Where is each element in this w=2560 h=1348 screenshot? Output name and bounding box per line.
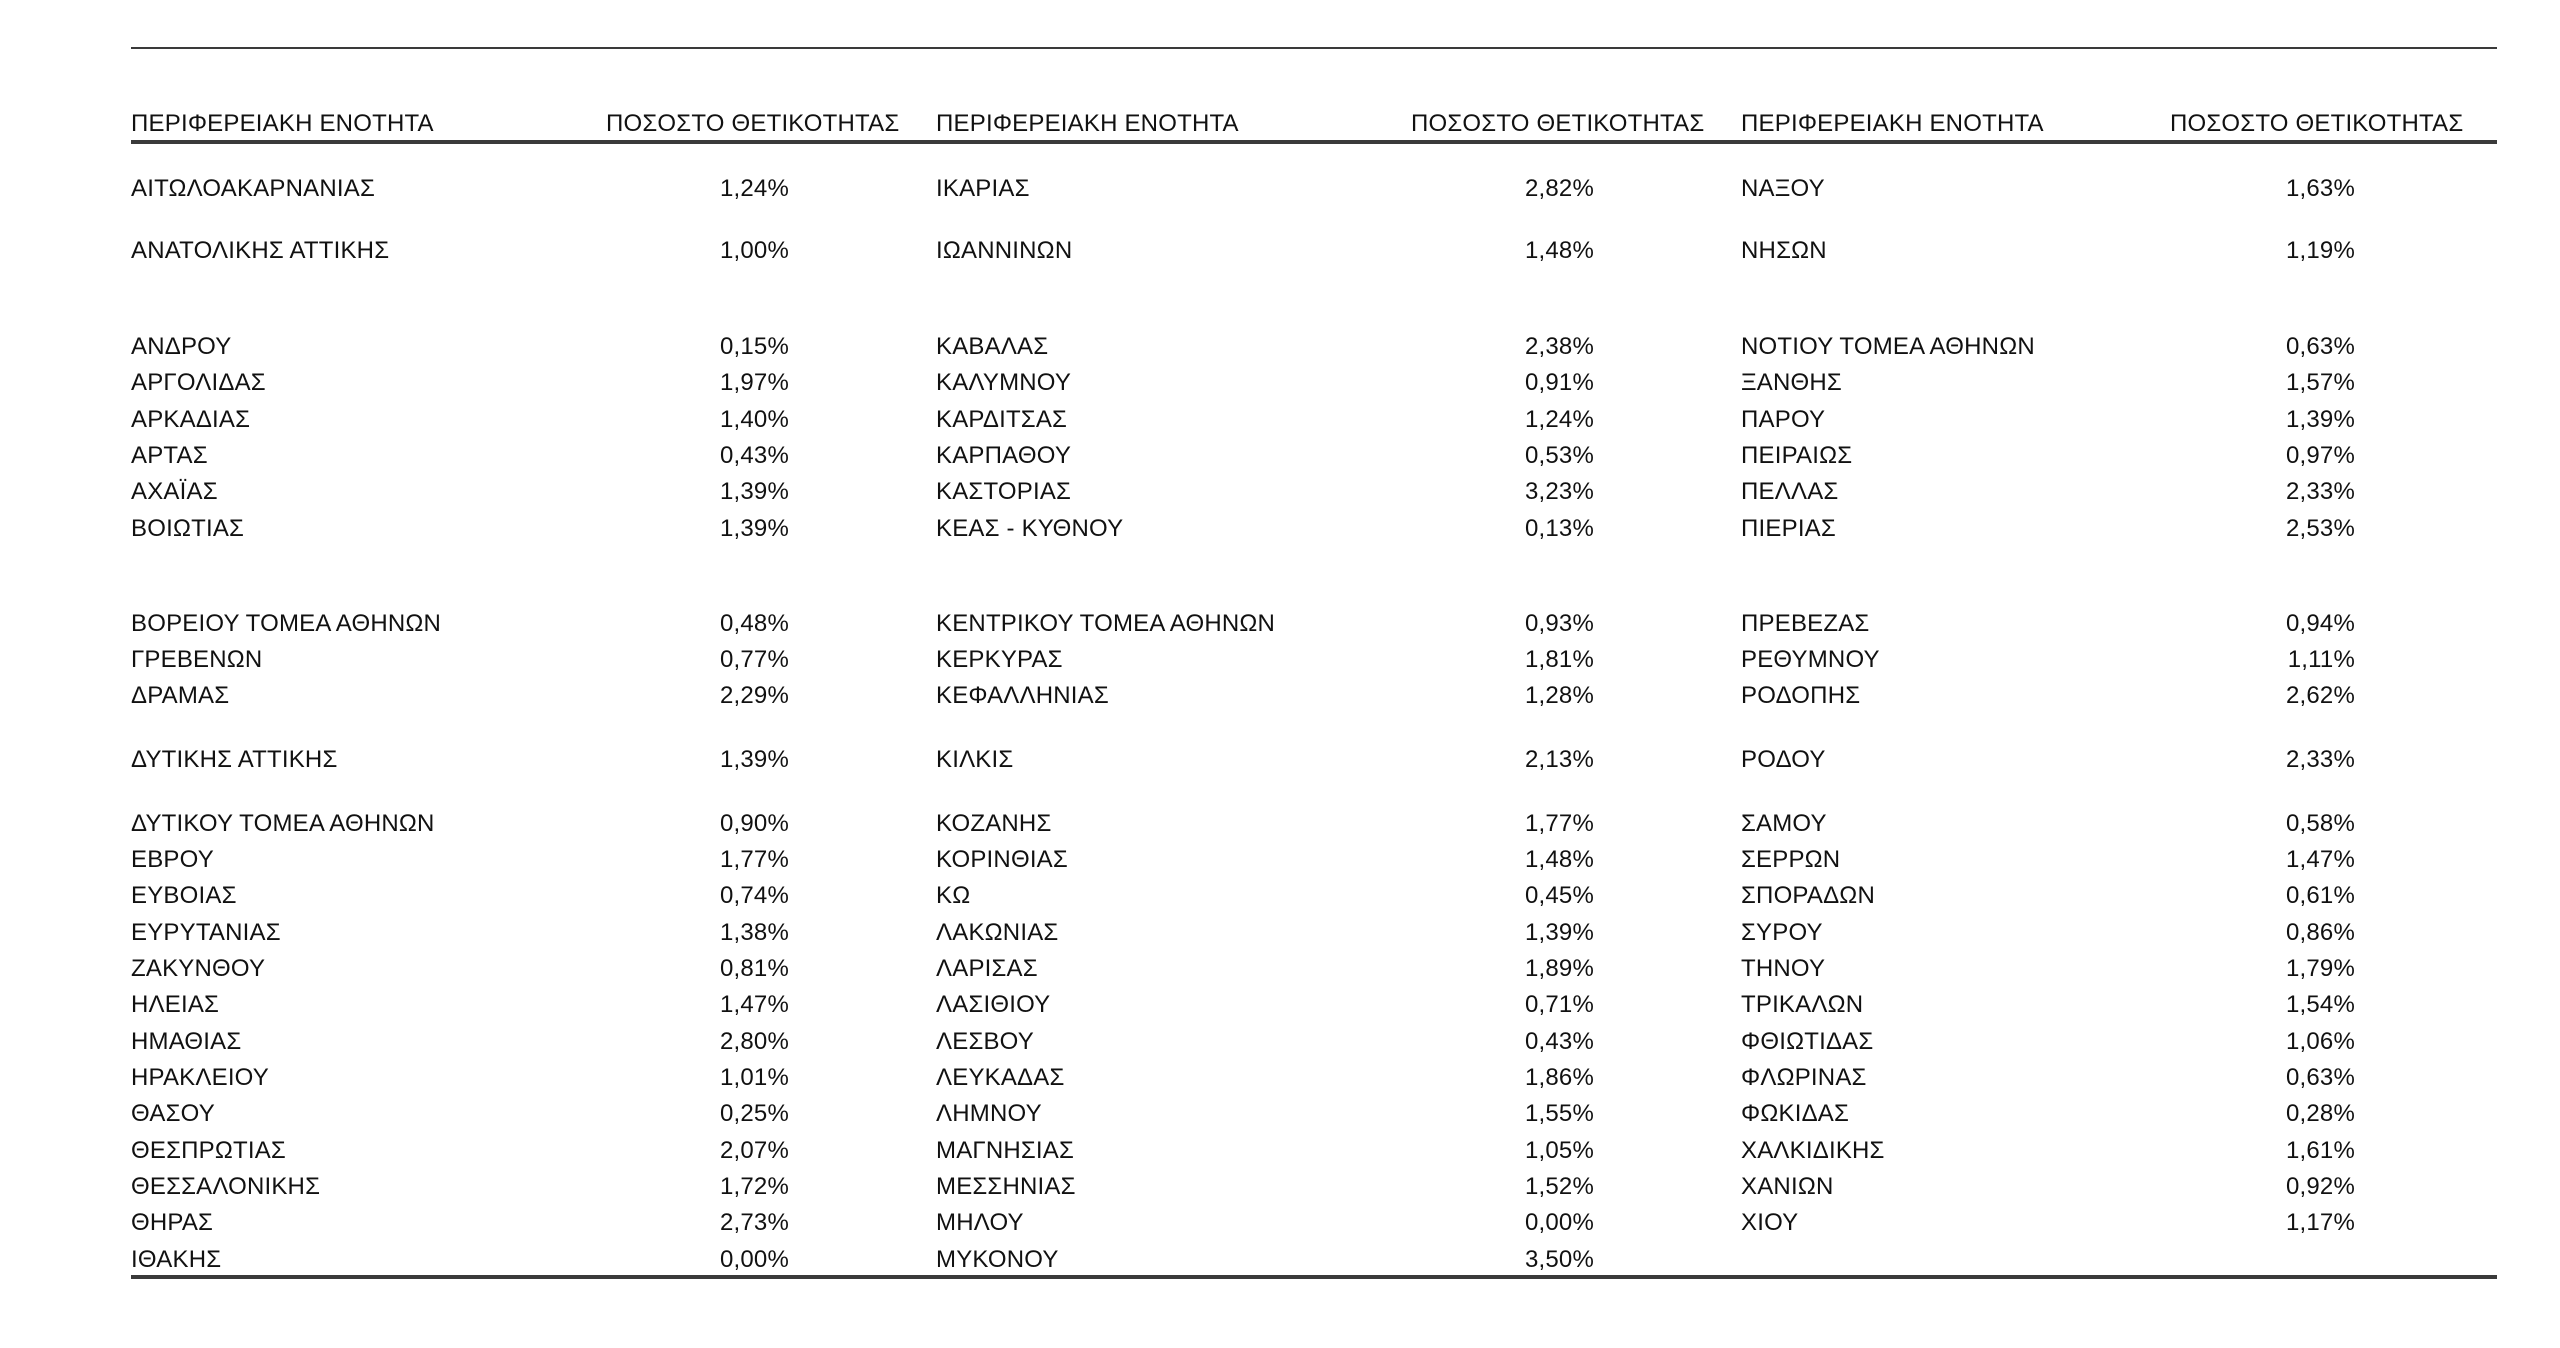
positivity-rate: 0,00% <box>1524 1209 1594 1236</box>
positivity-rate: 1,48% <box>1524 846 1594 873</box>
region-name: ΣΥΡΟΥ <box>1741 919 1823 946</box>
region-name: ΑΝΑΤΟΛΙΚΗΣ ΑΤΤΙΚΗΣ <box>131 237 390 264</box>
positivity-rate: 1,00% <box>719 237 789 264</box>
positivity-rate: 1,19% <box>2285 237 2355 264</box>
region-name: ΛΗΜΝΟΥ <box>936 1100 1042 1127</box>
region-name: ΔΡΑΜΑΣ <box>131 682 230 709</box>
positivity-rate: 1,24% <box>719 175 789 202</box>
region-name: ΛΕΥΚΑΔΑΣ <box>936 1064 1065 1091</box>
region-name: ΣΑΜΟΥ <box>1741 810 1827 837</box>
region-name: ΛΑΡΙΣΑΣ <box>936 955 1038 982</box>
region-name: ΑΝΔΡΟΥ <box>131 333 232 360</box>
region-name: ΙΩΑΝΝΙΝΩΝ <box>936 237 1073 264</box>
positivity-rate: 2,07% <box>719 1137 789 1164</box>
positivity-rate: 1,72% <box>719 1173 789 1200</box>
positivity-rate: 2,29% <box>719 682 789 709</box>
positivity-rate: 0,94% <box>2285 610 2355 637</box>
region-name: ΧΙΟΥ <box>1741 1209 1799 1236</box>
region-name: ΛΑΚΩΝΙΑΣ <box>936 919 1059 946</box>
positivity-rate: 1,81% <box>1524 646 1594 673</box>
region-name: ΜΕΣΣΗΝΙΑΣ <box>936 1173 1076 1200</box>
positivity-rate: 3,23% <box>1524 478 1594 505</box>
positivity-rate: 1,01% <box>719 1064 789 1091</box>
region-name: ΕΥΡΥΤΑΝΙΑΣ <box>131 919 281 946</box>
positivity-rate: 0,92% <box>2285 1173 2355 1200</box>
positivity-rate: 1,39% <box>719 478 789 505</box>
region-name: ΚΑΣΤΟΡΙΑΣ <box>936 478 1072 505</box>
positivity-rate: 2,62% <box>2285 682 2355 709</box>
region-name: ΑΡΓΟΛΙΔΑΣ <box>131 369 266 396</box>
region-name: ΑΧΑΪΑΣ <box>131 478 218 505</box>
positivity-rate: 1,24% <box>1524 406 1594 433</box>
region-name: ΧΑΝΙΩΝ <box>1741 1173 1834 1200</box>
region-name: ΑΡΚΑΔΙΑΣ <box>131 406 251 433</box>
region-name: ΔΥΤΙΚΟΥ ΤΟΜΕΑ ΑΘΗΝΩΝ <box>131 810 435 837</box>
region-name: ΣΕΡΡΩΝ <box>1741 846 1841 873</box>
positivity-rate: 0,53% <box>1524 442 1594 469</box>
region-name: ΤΡΙΚΑΛΩΝ <box>1741 991 1864 1018</box>
header-rule <box>131 140 2497 144</box>
positivity-rate: 1,11% <box>2287 646 2355 673</box>
region-name: ΙΘΑΚΗΣ <box>131 1246 222 1273</box>
positivity-rate: 2,33% <box>2285 478 2355 505</box>
positivity-rate: 1,48% <box>1524 237 1594 264</box>
region-name: ΗΜΑΘΙΑΣ <box>131 1028 242 1055</box>
region-name: ΙΚΑΡΙΑΣ <box>936 175 1030 202</box>
region-name: ΚΟΖΑΝΗΣ <box>936 810 1052 837</box>
region-name: ΒΟΡΕΙΟΥ ΤΟΜΕΑ ΑΘΗΝΩΝ <box>131 610 442 637</box>
positivity-rate: 0,15% <box>719 333 789 360</box>
region-name: ΒΟΙΩΤΙΑΣ <box>131 515 245 542</box>
positivity-rate: 1,52% <box>1524 1173 1594 1200</box>
col3-rate-header: ΠΟΣΟΣΤΟ ΘΕΤΙΚΟΤΗΤΑΣ <box>2170 110 2464 137</box>
positivity-rate: 0,63% <box>2285 1064 2355 1091</box>
region-name: ΚΑΛΥΜΝΟΥ <box>936 369 1072 396</box>
positivity-rate: 1,40% <box>719 406 789 433</box>
region-name: ΤΗΝΟΥ <box>1741 955 1826 982</box>
positivity-rate: 0,71% <box>1524 991 1594 1018</box>
region-name: ΡΟΔΟΥ <box>1741 746 1826 773</box>
region-name: ΚΕΦΑΛΛΗΝΙΑΣ <box>936 682 1109 709</box>
region-name: ΚΟΡΙΝΘΙΑΣ <box>936 846 1068 873</box>
positivity-rate: 1,55% <box>1524 1100 1594 1127</box>
positivity-rate: 0,86% <box>2285 919 2355 946</box>
positivity-rate: 2,53% <box>2285 515 2355 542</box>
region-name: ΑΙΤΩΛΟΑΚΑΡΝΑΝΙΑΣ <box>131 175 376 202</box>
positivity-rate: 2,38% <box>1524 333 1594 360</box>
positivity-rate: 2,13% <box>1524 746 1594 773</box>
positivity-rate: 0,91% <box>1524 369 1594 396</box>
region-name: ΚΩ <box>936 882 971 909</box>
region-name: ΠΕΛΛΑΣ <box>1741 478 1839 505</box>
positivity-rate: 2,80% <box>719 1028 789 1055</box>
region-name: ΛΕΣΒΟΥ <box>936 1028 1034 1055</box>
positivity-rate: 1,61% <box>2285 1137 2355 1164</box>
region-name: ΜΗΛΟΥ <box>936 1209 1024 1236</box>
positivity-rate: 1,39% <box>1524 919 1594 946</box>
positivity-rate: 1,17% <box>2285 1209 2355 1236</box>
positivity-rate: 1,38% <box>719 919 789 946</box>
positivity-rate: 0,28% <box>2285 1100 2355 1127</box>
positivity-rate: 0,90% <box>719 810 789 837</box>
region-name: ΚΑΡΠΑΘΟΥ <box>936 442 1072 469</box>
positivity-rate: 0,97% <box>2285 442 2355 469</box>
positivity-rate: 0,43% <box>719 442 789 469</box>
positivity-rate: 0,93% <box>1524 610 1594 637</box>
positivity-rate: 1,89% <box>1524 955 1594 982</box>
positivity-rate: 1,77% <box>1524 810 1594 837</box>
region-name: ΚΕΑΣ - ΚΥΘΝΟΥ <box>936 515 1124 542</box>
positivity-rate: 1,57% <box>2285 369 2355 396</box>
region-name: ΘΑΣΟΥ <box>131 1100 215 1127</box>
positivity-rate: 0,81% <box>719 955 789 982</box>
positivity-rate: 0,25% <box>719 1100 789 1127</box>
positivity-rate: 2,73% <box>719 1209 789 1236</box>
region-name: ΜΥΚΟΝΟΥ <box>936 1246 1059 1273</box>
positivity-rate: 2,82% <box>1524 175 1594 202</box>
positivity-rate: 1,28% <box>1524 682 1594 709</box>
positivity-rate: 2,33% <box>2285 746 2355 773</box>
positivity-rate: 1,05% <box>1524 1137 1594 1164</box>
positivity-rate: 1,47% <box>2285 846 2355 873</box>
region-name: ΡΕΘΥΜΝΟΥ <box>1741 646 1880 673</box>
col3-region-header: ΠΕΡΙΦΕΡΕΙΑΚΗ ΕΝΟΤΗΤΑ <box>1741 110 2044 137</box>
region-name: ΘΕΣΠΡΩΤΙΑΣ <box>131 1137 286 1164</box>
region-name: ΑΡΤΑΣ <box>131 442 208 469</box>
col2-region-header: ΠΕΡΙΦΕΡΕΙΑΚΗ ΕΝΟΤΗΤΑ <box>936 110 1239 137</box>
region-name: ΞΑΝΘΗΣ <box>1741 369 1842 396</box>
positivity-rate: 0,43% <box>1524 1028 1594 1055</box>
region-name: ΝΟΤΙΟΥ ΤΟΜΕΑ ΑΘΗΝΩΝ <box>1741 333 2035 360</box>
region-name: ΣΠΟΡΑΔΩΝ <box>1741 882 1875 909</box>
positivity-rate: 0,00% <box>719 1246 789 1273</box>
positivity-rate: 0,61% <box>2285 882 2355 909</box>
region-name: ΚΕΝΤΡΙΚΟΥ ΤΟΜΕΑ ΑΘΗΝΩΝ <box>936 610 1276 637</box>
col1-region-header: ΠΕΡΙΦΕΡΕΙΑΚΗ ΕΝΟΤΗΤΑ <box>131 110 434 137</box>
region-name: ΦΛΩΡΙΝΑΣ <box>1741 1064 1867 1091</box>
positivity-rate: 0,13% <box>1524 515 1594 542</box>
region-name: ΧΑΛΚΙΔΙΚΗΣ <box>1741 1137 1885 1164</box>
region-name: ΘΕΣΣΑΛΟΝΙΚΗΣ <box>131 1173 321 1200</box>
positivity-rate: 0,45% <box>1524 882 1594 909</box>
positivity-rate: 1,39% <box>719 515 789 542</box>
positivity-rate: 0,63% <box>2285 333 2355 360</box>
region-name: ΖΑΚΥΝΘΟΥ <box>131 955 266 982</box>
region-name: ΜΑΓΝΗΣΙΑΣ <box>936 1137 1075 1164</box>
region-name: ΠΕΙΡΑΙΩΣ <box>1741 442 1853 469</box>
region-name: ΚΙΛΚΙΣ <box>936 746 1014 773</box>
region-name: ΦΩΚΙΔΑΣ <box>1741 1100 1850 1127</box>
positivity-rate: 0,74% <box>719 882 789 909</box>
region-name: ΡΟΔΟΠΗΣ <box>1741 682 1861 709</box>
region-name: ΘΗΡΑΣ <box>131 1209 214 1236</box>
positivity-rate: 1,54% <box>2285 991 2355 1018</box>
positivity-rate: 1,47% <box>719 991 789 1018</box>
region-name: ΔΥΤΙΚΗΣ ΑΤΤΙΚΗΣ <box>131 746 338 773</box>
region-name: ΕΥΒΟΙΑΣ <box>131 882 237 909</box>
positivity-rate: 1,39% <box>719 746 789 773</box>
positivity-rate: 1,06% <box>2285 1028 2355 1055</box>
bottom-rule <box>131 1275 2497 1279</box>
region-name: ΝΗΣΩΝ <box>1741 237 1827 264</box>
positivity-rate: 0,77% <box>719 646 789 673</box>
region-name: ΓΡΕΒΕΝΩΝ <box>131 646 263 673</box>
positivity-rate: 3,50% <box>1524 1246 1594 1273</box>
region-name: ΗΡΑΚΛΕΙΟΥ <box>131 1064 269 1091</box>
positivity-rate: 0,48% <box>719 610 789 637</box>
region-name: ΚΑΒΑΛΑΣ <box>936 333 1049 360</box>
positivity-rate: 1,39% <box>2285 406 2355 433</box>
region-name: ΗΛΕΙΑΣ <box>131 991 220 1018</box>
region-name: ΦΘΙΩΤΙΔΑΣ <box>1741 1028 1874 1055</box>
positivity-rate: 1,79% <box>2285 955 2355 982</box>
positivity-rate: 0,58% <box>2285 810 2355 837</box>
top-rule <box>131 47 2497 49</box>
positivity-rate: 1,97% <box>719 369 789 396</box>
region-name: ΛΑΣΙΘΙΟΥ <box>936 991 1051 1018</box>
region-name: ΠΑΡΟΥ <box>1741 406 1826 433</box>
region-name: ΚΑΡΔΙΤΣΑΣ <box>936 406 1068 433</box>
region-name: ΠΙΕΡΙΑΣ <box>1741 515 1836 542</box>
col1-rate-header: ΠΟΣΟΣΤΟ ΘΕΤΙΚΟΤΗΤΑΣ <box>606 110 900 137</box>
region-name: ΝΑΞΟΥ <box>1741 175 1825 202</box>
region-name: ΠΡΕΒΕΖΑΣ <box>1741 610 1870 637</box>
positivity-rate: 1,63% <box>2285 175 2355 202</box>
positivity-rate: 1,86% <box>1524 1064 1594 1091</box>
region-name: ΚΕΡΚΥΡΑΣ <box>936 646 1063 673</box>
positivity-rate: 1,77% <box>719 846 789 873</box>
col2-rate-header: ΠΟΣΟΣΤΟ ΘΕΤΙΚΟΤΗΤΑΣ <box>1411 110 1705 137</box>
region-name: ΕΒΡΟΥ <box>131 846 214 873</box>
